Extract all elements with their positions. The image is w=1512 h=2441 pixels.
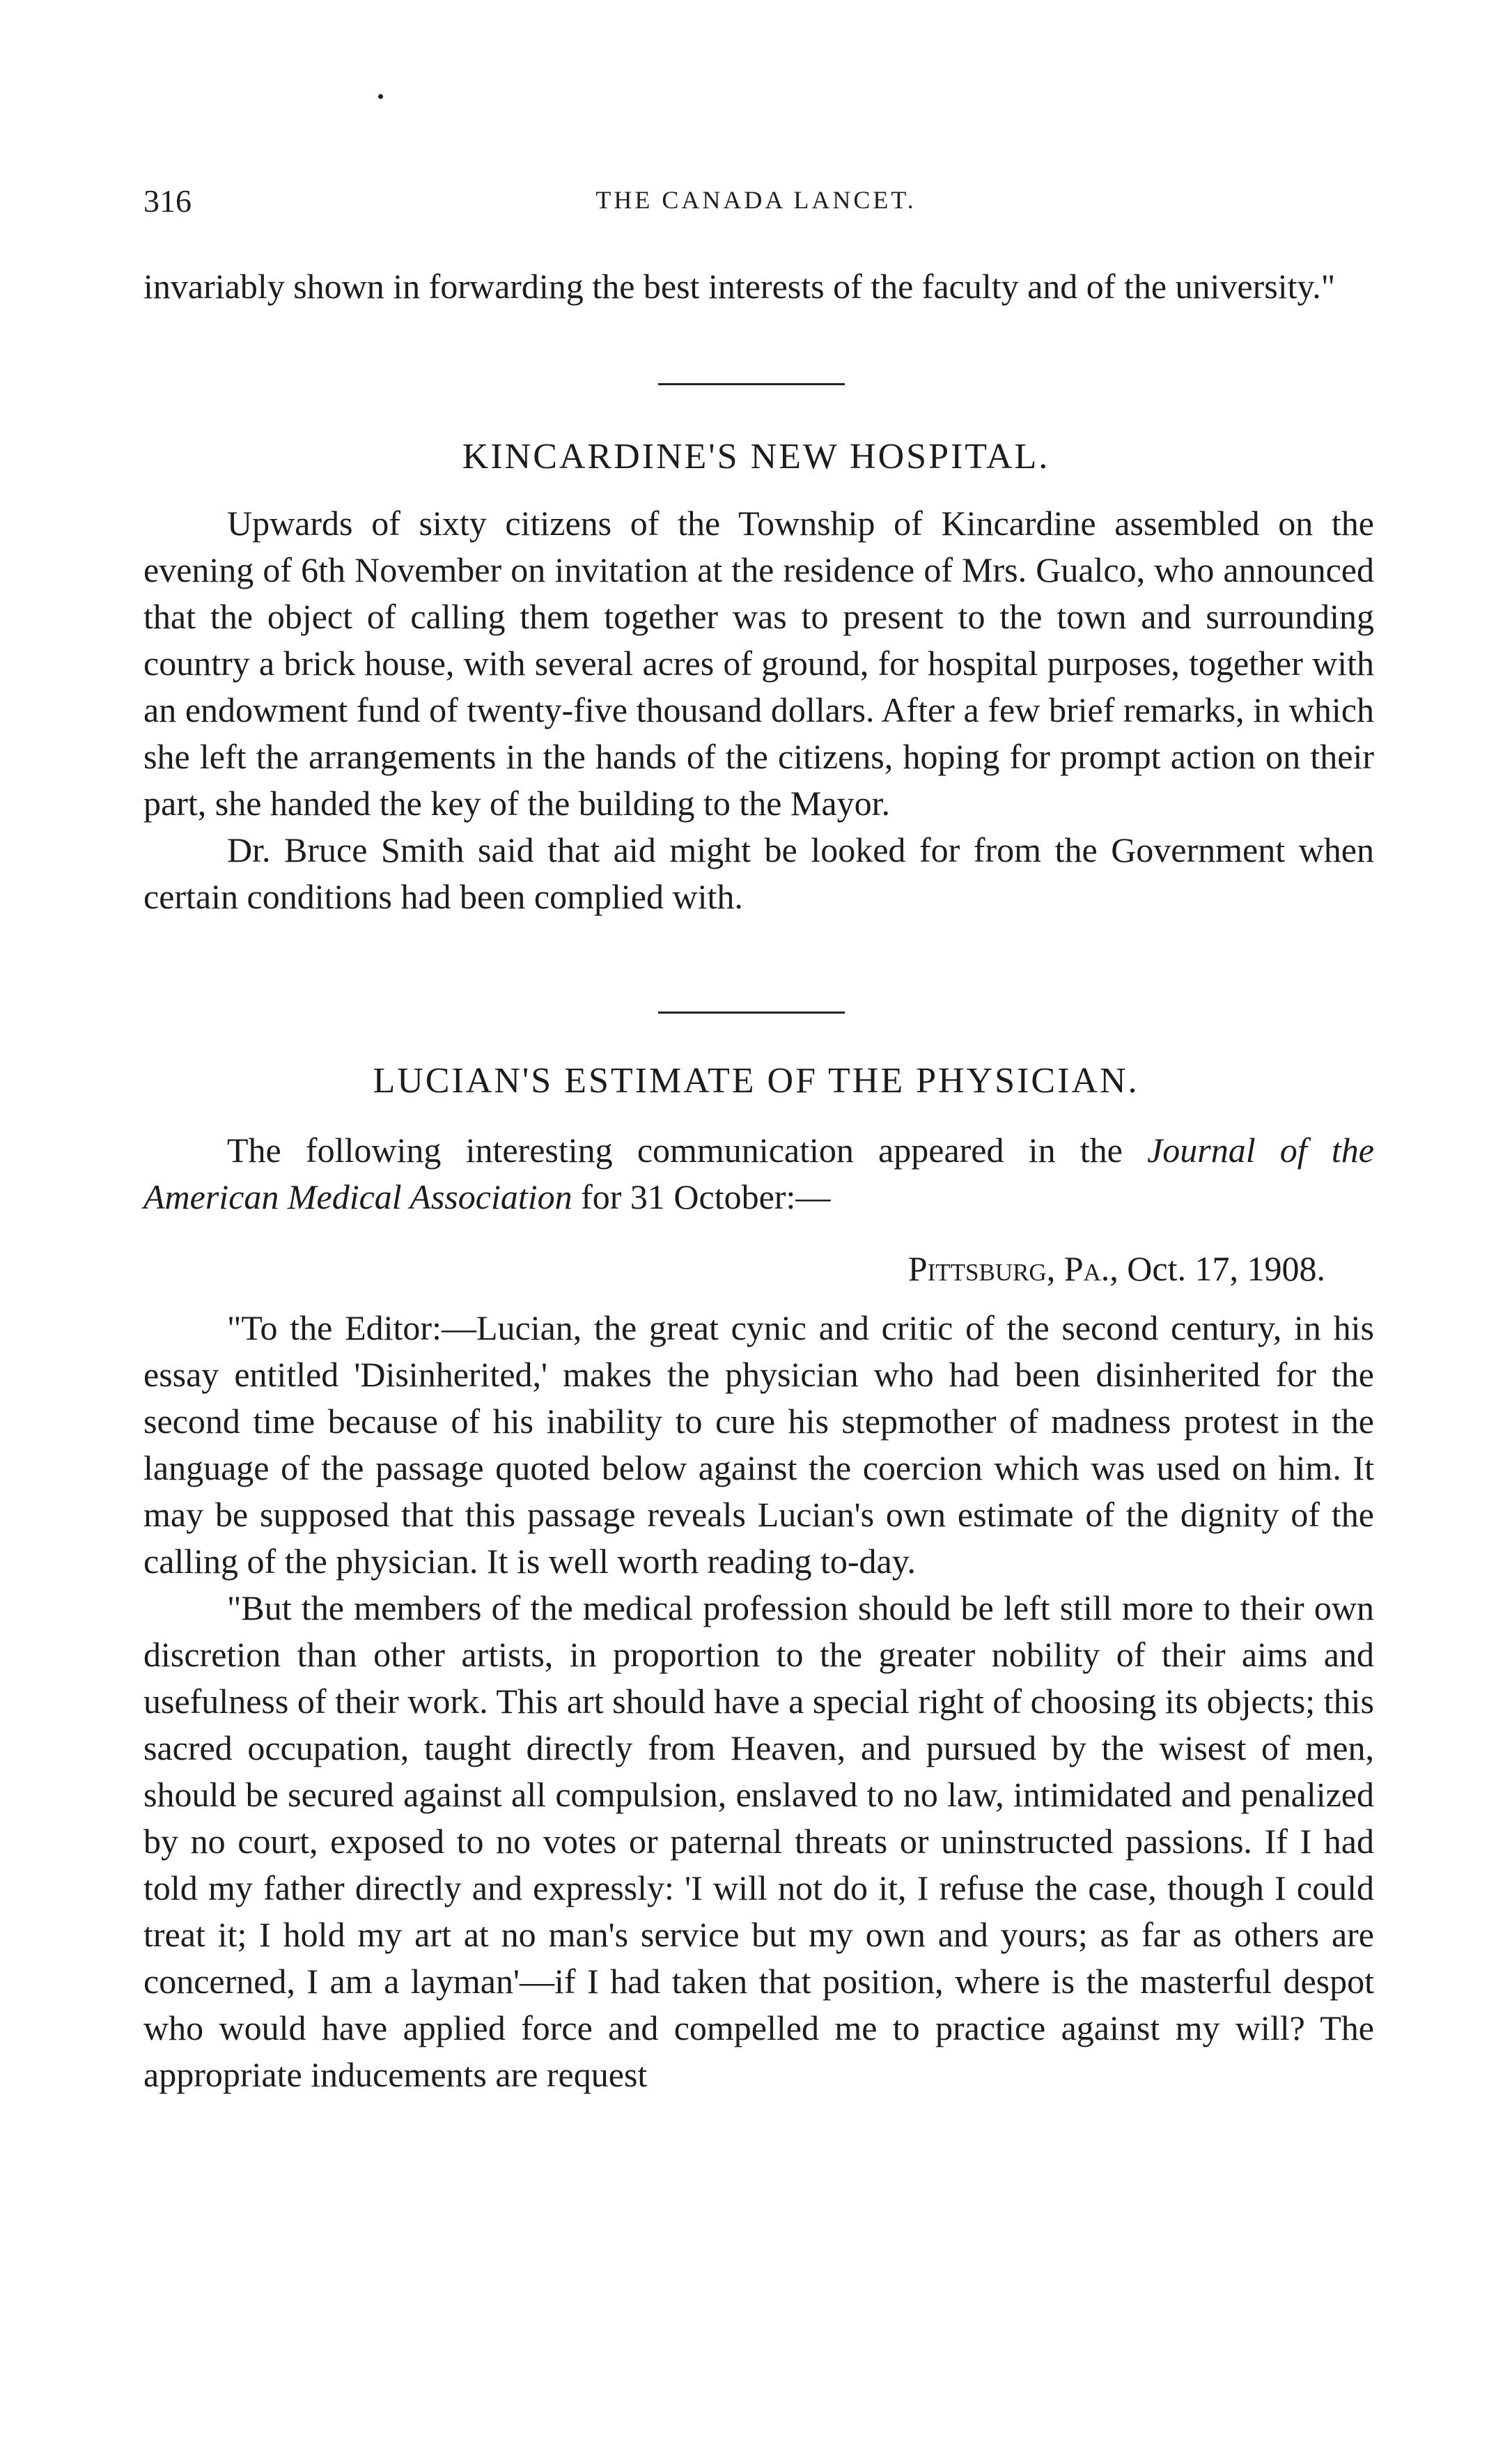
journal-name: Journal of the American Medical Association [143, 1131, 1374, 1216]
section-divider-rule [658, 383, 845, 385]
journal-title: THE CANADA LANCET. [595, 186, 917, 214]
section-heading-kincardine: KINCARDINE'S NEW HOSPITAL. [462, 437, 1050, 476]
intro-text-before: The following interesting communication appeared in the [227, 1131, 1148, 1170]
quoted-passage-paragraph: "But the members of the medical profession should be left still more to their own discretion than other artists, in proportion to the greater nobility of their aims and usefulness of their work. This art should have a special right of choosing its objects; this sacred occupation, taught directly from Heaven, and pursued by the wisest of men, should be secured against all compulsion, enslaved to no law, intimidated and penalized by no court, exposed to no votes or paternal threats or uninstructed passions. If I had told my father directly and expressly: 'I will not do it, I refuse the case, though I could treat it; I hold my art at no man's service but my own and yours; as far as others are concerned, I am a layman'—if I had taken that position, where is the masterful despot who would have applied force and compelled me to practice against my will? The appropriate inducements are request [143, 1588, 1374, 2094]
dateline-date: Oct. 17, 1908. [1127, 1249, 1325, 1288]
letter-paragraph: "To the Editor:—Lucian, the great cynic and critic of the second century, in his essay entitled 'Disinherited,' makes the physician who had been disinherited for the second time because of his inability to cure his stepmother of madness protest in the language of the passage quoted below against the coercion which was used on him. It may be supposed that this passage reveals Lucian's own estimate of the dignity of the calling of the physician. It is well worth reading to-day. [143, 1308, 1374, 1581]
continuation-paragraph: invariably shown in forwarding the best interests of the faculty and of the university." [143, 267, 1336, 306]
section-heading-lucian: LUCIAN'S ESTIMATE OF THE PHYSICIAN. [373, 1061, 1139, 1101]
page-number: 316 [143, 183, 192, 219]
lucian-intro-paragraph [143, 1127, 1374, 1220]
lucian-intro [143, 1127, 1374, 1220]
running-head [0, 183, 1512, 224]
kincardine-paragraph-2: Dr. Bruce Smith said that aid might be looked for from the Government when certain conditions had been complied with. [143, 830, 1374, 916]
kincardine-paragraph-1: Upwards of sixty citizens of the Township of Kincardine assembled on the evening of 6th November on invitation at the residence of Mrs. Gualco, who announced that the object of calling them together was to present to the town and surrounding country a brick house, with several acres of ground, for hospital purposes, together with an endowment fund of twenty-five thousand dollars. After a few brief remarks, in which she left the arrangements in the hands of the citizens, hoping for prompt action on their part, she handed the key of the building to the Mayor. [143, 504, 1374, 823]
print-speck [378, 94, 383, 99]
kincardine-article [143, 500, 1374, 920]
letter-body [143, 1305, 1374, 2098]
dateline-place: Pittsburg, Pa., [907, 1249, 1119, 1288]
section-divider-rule [658, 1012, 845, 1014]
intro-text-after: for 31 October:— [572, 1177, 831, 1216]
letter-dateline [908, 1248, 1325, 1289]
continuation-text [143, 263, 1374, 310]
